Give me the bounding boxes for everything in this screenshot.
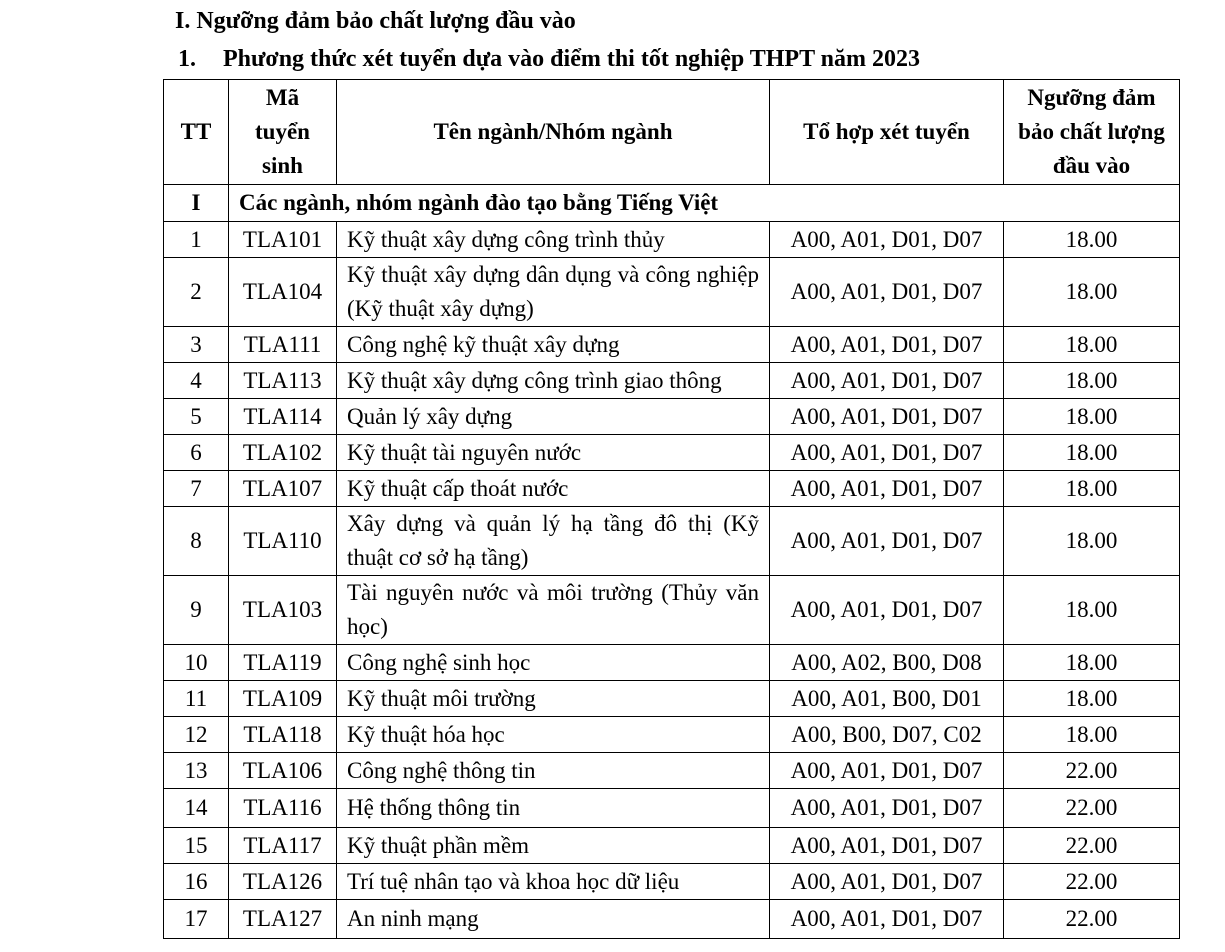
cell-name: Kỹ thuật hóa học: [337, 717, 770, 753]
cell-combo: A00, A01, D01, D07: [770, 900, 1004, 939]
cell-code: TLA109: [229, 681, 337, 717]
table-row: [164, 828, 1180, 864]
table-row: [164, 645, 1180, 681]
cell-name: Kỹ thuật tài nguyên nước: [337, 435, 770, 471]
cell-tt: 13: [164, 753, 229, 789]
cell-tt: 12: [164, 717, 229, 753]
cell-threshold: 18.00: [1004, 681, 1180, 717]
cell-name: Kỹ thuật cấp thoát nước: [337, 471, 770, 507]
table-row: [164, 900, 1180, 939]
cell-combo: A00, A01, D01, D07: [770, 828, 1004, 864]
cell-code: TLA127: [229, 900, 337, 939]
cell-tt: 9: [164, 576, 229, 645]
cell-threshold: 18.00: [1004, 435, 1180, 471]
cell-tt: 4: [164, 363, 229, 399]
table-row: [164, 222, 1180, 258]
cell-tt: 16: [164, 864, 229, 900]
cell-name: Hệ thống thông tin: [337, 789, 770, 828]
cell-combo: A00, A01, D01, D07: [770, 435, 1004, 471]
cell-code: TLA103: [229, 576, 337, 645]
cell-code: TLA119: [229, 645, 337, 681]
cell-tt: 2: [164, 258, 229, 327]
cell-code: TLA102: [229, 435, 337, 471]
cell-tt: 11: [164, 681, 229, 717]
table-row: [164, 681, 1180, 717]
section-heading: I. Ngưỡng đảm bảo chất lượng đầu vào: [175, 8, 576, 34]
cell-threshold: 18.00: [1004, 222, 1180, 258]
cell-name: Công nghệ thông tin: [337, 753, 770, 789]
cell-code: TLA116: [229, 789, 337, 828]
table-row: [164, 363, 1180, 399]
cell-combo: A00, A01, D01, D07: [770, 222, 1004, 258]
cell-threshold: 18.00: [1004, 258, 1180, 327]
header-threshold: Ngưỡng đảm bảo chất lượng đầu vào: [1004, 80, 1180, 185]
cell-code: TLA126: [229, 864, 337, 900]
cell-threshold: 22.00: [1004, 789, 1180, 828]
header-name: Tên ngành/Nhóm ngành: [337, 80, 770, 185]
table-row: [164, 576, 1180, 645]
cell-threshold: 22.00: [1004, 753, 1180, 789]
cell-code: TLA104: [229, 258, 337, 327]
cell-name: Công nghệ sinh học: [337, 645, 770, 681]
cell-tt: 14: [164, 789, 229, 828]
cell-tt: 17: [164, 900, 229, 939]
header-combo: Tổ hợp xét tuyển: [770, 80, 1004, 185]
cell-code: TLA111: [229, 327, 337, 363]
cell-code: TLA114: [229, 399, 337, 435]
cell-combo: A00, A01, D01, D07: [770, 753, 1004, 789]
table-row: [164, 258, 1180, 327]
cell-threshold: 18.00: [1004, 399, 1180, 435]
cell-combo: A00, A01, D01, D07: [770, 363, 1004, 399]
cell-combo: A00, A01, D01, D07: [770, 399, 1004, 435]
cell-threshold: 18.00: [1004, 363, 1180, 399]
cell-name: Tài nguyên nước và môi trường (Thủy văn học): [337, 576, 770, 645]
cell-threshold: 18.00: [1004, 327, 1180, 363]
cell-code: TLA113: [229, 363, 337, 399]
cell-threshold: 18.00: [1004, 576, 1180, 645]
cell-threshold: 18.00: [1004, 717, 1180, 753]
cell-name: Trí tuệ nhân tạo và khoa học dữ liệu: [337, 864, 770, 900]
cell-code: TLA110: [229, 507, 337, 576]
cell-combo: A00, A01, D01, D07: [770, 576, 1004, 645]
cell-code: TLA101: [229, 222, 337, 258]
cell-code: TLA106: [229, 753, 337, 789]
cell-combo: A00, A01, D01, D07: [770, 789, 1004, 828]
group-row: [164, 185, 1180, 222]
cell-combo: A00, A01, D01, D07: [770, 507, 1004, 576]
cell-tt: 3: [164, 327, 229, 363]
cell-combo: A00, A01, D01, D07: [770, 327, 1004, 363]
cell-combo: A00, A02, B00, D08: [770, 645, 1004, 681]
cell-code: TLA107: [229, 471, 337, 507]
table-row: [164, 435, 1180, 471]
cell-tt: 1: [164, 222, 229, 258]
subsection-heading: [178, 42, 920, 76]
cell-name: Kỹ thuật phần mềm: [337, 828, 770, 864]
cell-combo: A00, A01, D01, D07: [770, 471, 1004, 507]
cell-tt: 5: [164, 399, 229, 435]
table-row: [164, 471, 1180, 507]
cell-threshold: 22.00: [1004, 900, 1180, 939]
cell-threshold: 22.00: [1004, 864, 1180, 900]
cell-tt: 7: [164, 471, 229, 507]
cell-name: An ninh mạng: [337, 900, 770, 939]
cell-threshold: 18.00: [1004, 471, 1180, 507]
cell-name: Kỹ thuật xây dựng dân dụng và công nghiệp (Kỹ thuật xây dựng): [337, 258, 770, 327]
cell-tt: 10: [164, 645, 229, 681]
cell-code: TLA118: [229, 717, 337, 753]
cell-name: Kỹ thuật xây dựng công trình giao thông: [337, 363, 770, 399]
header-tt: TT: [164, 80, 229, 185]
cell-combo: A00, A01, D01, D07: [770, 258, 1004, 327]
cell-name: Công nghệ kỹ thuật xây dựng: [337, 327, 770, 363]
table-row: [164, 753, 1180, 789]
group-label: Các ngành, nhóm ngành đào tạo bằng Tiếng Việt: [229, 185, 1180, 222]
cell-combo: A00, A01, B00, D01: [770, 681, 1004, 717]
cell-name: Xây dựng và quản lý hạ tầng đô thị (Kỹ thuật cơ sở hạ tầng): [337, 507, 770, 576]
table-row: [164, 717, 1180, 753]
cell-name: Kỹ thuật môi trường: [337, 681, 770, 717]
table-row: [164, 789, 1180, 828]
subsection-number: 1.: [178, 46, 196, 72]
cell-combo: A00, B00, D07, C02: [770, 717, 1004, 753]
subsection-title: Phương thức xét tuyển dựa vào điểm thi tốt nghiệp THPT năm 2023: [223, 46, 921, 72]
cell-combo: A00, A01, D01, D07: [770, 864, 1004, 900]
table-row: [164, 864, 1180, 900]
cell-threshold: 18.00: [1004, 507, 1180, 576]
table-row: [164, 327, 1180, 363]
cell-tt: 15: [164, 828, 229, 864]
cell-tt: 8: [164, 507, 229, 576]
cell-threshold: 22.00: [1004, 828, 1180, 864]
table-row: [164, 399, 1180, 435]
cell-code: TLA117: [229, 828, 337, 864]
cell-name: Kỹ thuật xây dựng công trình thủy: [337, 222, 770, 258]
table-row: [164, 507, 1180, 576]
group-tt: I: [164, 185, 229, 222]
cell-tt: 6: [164, 435, 229, 471]
cell-threshold: 18.00: [1004, 645, 1180, 681]
admission-threshold-table: [163, 79, 1180, 939]
header-code: Mã tuyển sinh: [229, 80, 337, 185]
cell-name: Quản lý xây dựng: [337, 399, 770, 435]
